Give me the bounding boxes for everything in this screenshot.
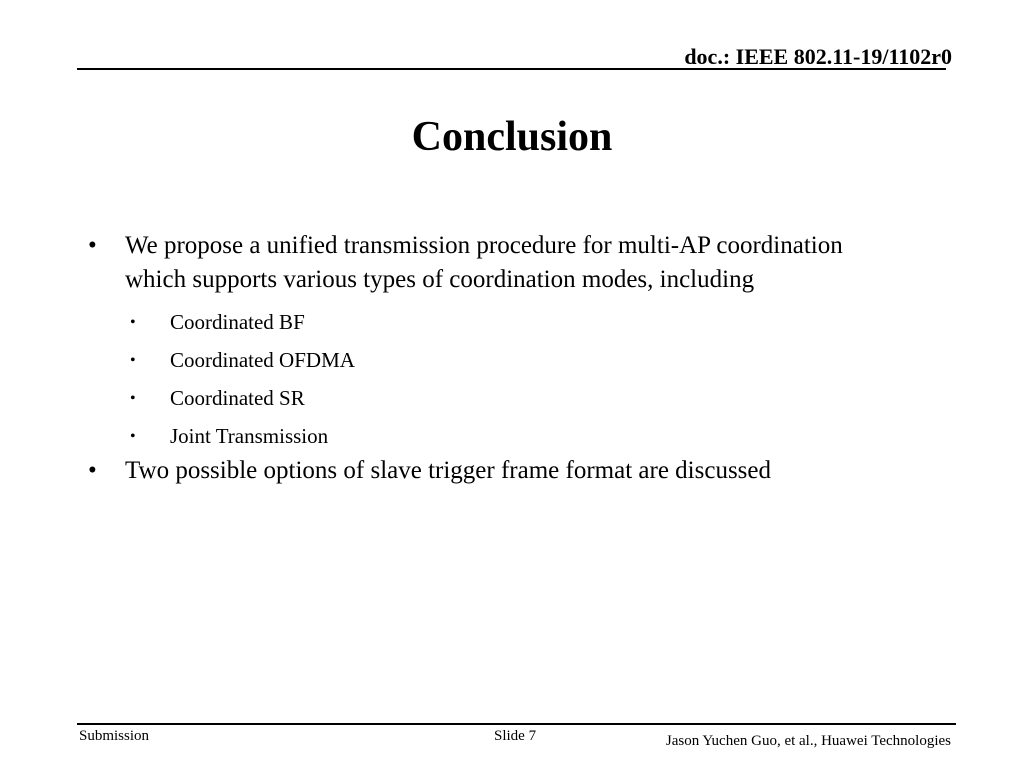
document-id: doc.: IEEE 802.11-19/1102r0 <box>684 44 952 69</box>
sub-bullet-marker: • <box>130 428 136 445</box>
sub-bullet-item <box>83 424 903 449</box>
bullet-item <box>83 229 903 297</box>
footer-author: Jason Yuchen Guo, et al., Huawei Technologies <box>665 733 951 749</box>
footer-divider <box>77 723 956 725</box>
slide-title: Conclusion <box>411 114 613 160</box>
sub-bullet-item <box>83 386 903 411</box>
bullet-marker: • <box>88 457 97 484</box>
bullet-item <box>83 454 903 488</box>
sub-bullet-item <box>83 348 903 373</box>
bullet-text: We propose a unified transmission procedure for multi-AP coordination which supports various types of coordination modes, including <box>125 232 843 293</box>
bullet-list <box>83 229 903 488</box>
bullet-text: Two possible options of slave trigger frame format are discussed <box>125 457 771 484</box>
sub-bullet-item <box>83 310 903 335</box>
sub-bullet-marker: • <box>130 352 136 369</box>
bullet-marker: • <box>88 232 97 259</box>
sub-bullet-text: Coordinated OFDMA <box>170 348 355 372</box>
footer-slide-number: Slide 7 <box>494 728 537 744</box>
sub-bullet-text: Coordinated BF <box>170 310 305 334</box>
sub-bullet-text: Coordinated SR <box>170 386 305 410</box>
header-divider <box>77 68 946 70</box>
sub-bullet-marker: • <box>130 314 136 331</box>
sub-bullet-marker: • <box>130 390 136 407</box>
sub-bullet-text: Joint Transmission <box>170 424 329 448</box>
footer-submission: Submission <box>79 728 150 744</box>
